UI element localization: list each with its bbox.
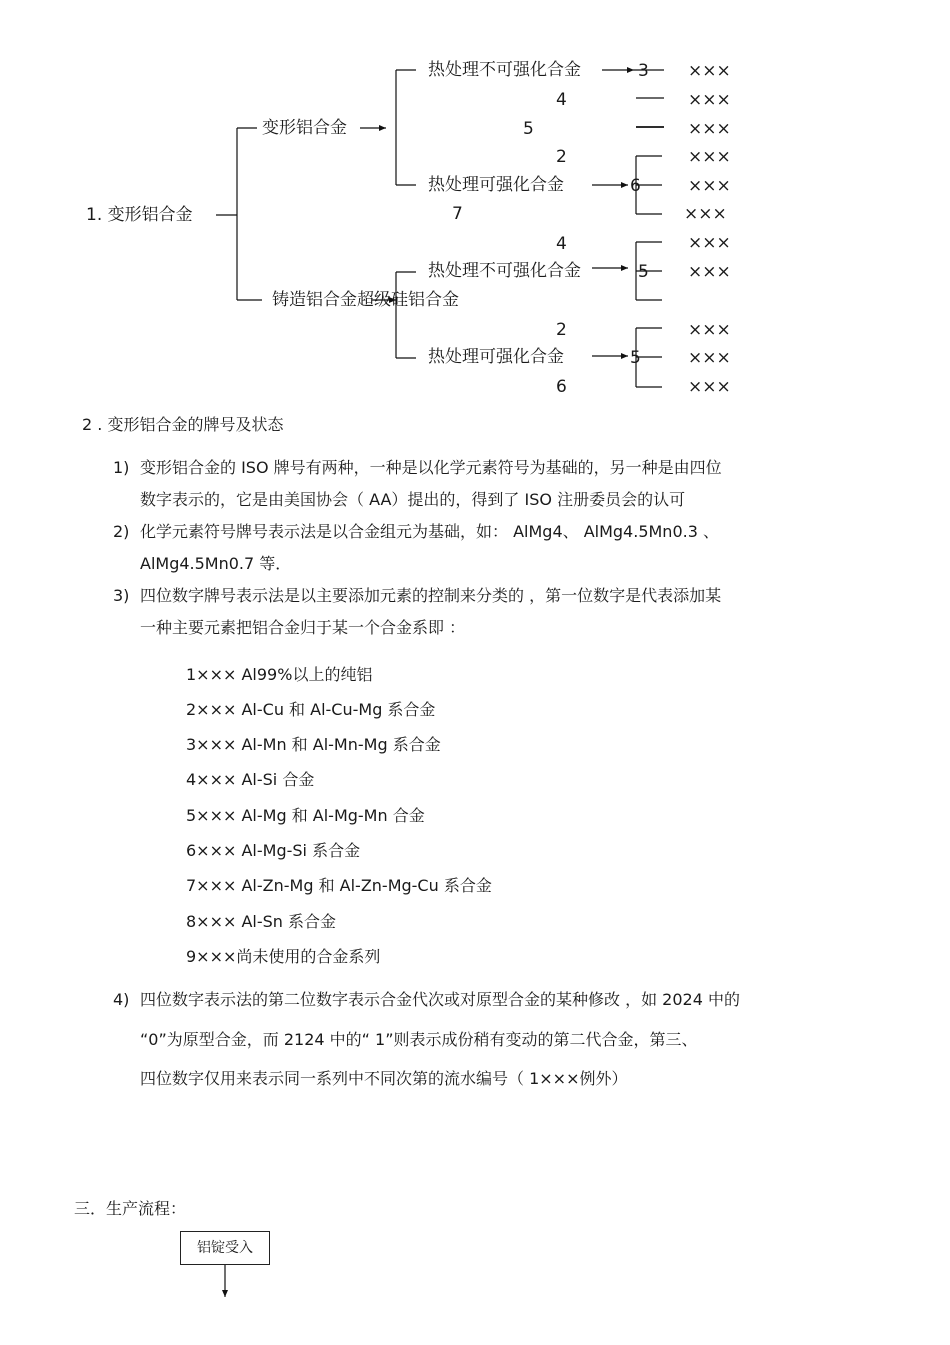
series-list-item: 4××× Al-Si 合金 xyxy=(186,770,315,789)
item-number: 3) xyxy=(113,586,130,605)
xxx-label: ××× xyxy=(688,176,731,196)
item2-line: AlMg4.5Mn0.7 等． xyxy=(140,554,292,573)
item-number: 2) xyxy=(113,522,130,541)
xxx-label: ××× xyxy=(688,348,731,368)
series-digit: 3 xyxy=(638,61,649,81)
section-2-heading: 2 . 变形铝合金的牌号及状态 xyxy=(82,415,284,434)
series-list-item: 1××× Al99%以上的纯铝 xyxy=(186,665,373,684)
xxx-label: ××× xyxy=(688,61,731,81)
item-number: 4) xyxy=(113,990,130,1009)
xxx-label: ××× xyxy=(688,119,731,139)
series-list-item: 8××× Al-Sn 系合金 xyxy=(186,912,337,931)
series-list-item: 5××× Al-Mg 和 Al-Mg-Mn 合金 xyxy=(186,806,425,825)
xxx-label: ××× xyxy=(688,262,731,282)
series-digit: 5 xyxy=(638,262,649,282)
wrought-alloy-label: 变形铝合金 xyxy=(262,118,347,138)
series-digit: 4 xyxy=(556,234,567,254)
series-list-item: 6××× Al-Mg-Si 系合金 xyxy=(186,841,361,860)
section-3-heading: 三．生产流程： xyxy=(74,1199,187,1218)
cast-alloy-label: 铸造铝合金超级硅铝合金 xyxy=(272,290,459,310)
xxx-label: ××× xyxy=(684,204,727,224)
xxx-label: ××× xyxy=(688,320,731,340)
series-digit: 4 xyxy=(556,90,567,110)
item1-line: 变形铝合金的 ISO 牌号有两种，一种是以化学元素符号为基础的，另一种是由四位 xyxy=(140,458,722,477)
flow-box-aluminum-ingot-receipt: 铝锭受入 xyxy=(180,1231,270,1265)
series-list-item: 3××× Al-Mn 和 Al-Mn-Mg 系合金 xyxy=(186,735,441,754)
series-digit: 6 xyxy=(556,377,567,397)
xxx-label: ××× xyxy=(688,233,731,253)
item-number: 1) xyxy=(113,458,130,477)
item3-line: 一种主要元素把铝合金归于某一个合金系即 ： xyxy=(140,618,466,637)
heat-treatable-label: 热处理可强化合金 xyxy=(428,175,564,195)
item4-line: 四位数字仅用来表示同一系列中不同次第的流水编号（ 1×××例外） xyxy=(140,1069,628,1088)
xxx-label: ××× xyxy=(688,377,731,397)
series-digit: 6 xyxy=(630,176,641,196)
item4-line: “0”为原型合金，而 2124 中的“ 1”则表示成份稍有变动的第二代合金，第三、 xyxy=(140,1030,698,1049)
series-digit: 5 xyxy=(630,348,641,368)
series-list-item: 7××× Al-Zn-Mg 和 Al-Zn-Mg-Cu 系合金 xyxy=(186,876,492,895)
series-digit: 2 xyxy=(556,320,567,340)
tree-root-label: 1. 变形铝合金 xyxy=(86,205,193,225)
series-digit: 5 xyxy=(523,119,534,139)
series-digit: 2 xyxy=(556,147,567,167)
item4-line: 四位数字表示法的第二位数字表示合金代次或对原型合金的某种修改 ，如 2024 中的 xyxy=(140,990,740,1009)
cast-heat-treatable-label: 热处理可强化合金 xyxy=(428,347,564,367)
item3-line: 四位数字牌号表示法是以主要添加元素的控制来分类的 ，第一位数字是代表添加某 xyxy=(140,586,722,605)
cast-non-heat-treatable-label: 热处理不可强化合金 xyxy=(428,261,581,281)
item2-line: 化学元素符号牌号表示法是以合金组元为基础，如： AlMg4、 AlMg4.5Mn0.3 、 xyxy=(140,522,719,541)
xxx-label: ××× xyxy=(688,147,731,167)
xxx-label: ××× xyxy=(688,90,731,110)
series-digit: 7 xyxy=(452,204,463,224)
item1-line: 数字表示的，它是由美国协会（ AA）提出的，得到了 ISO 注册委员会的认可 xyxy=(140,490,686,509)
series-list-item: 9×××尚未使用的合金系列 xyxy=(186,947,381,966)
series-list-item: 2××× Al-Cu 和 Al-Cu-Mg 系合金 xyxy=(186,700,436,719)
non-heat-treatable-label: 热处理不可强化合金 xyxy=(428,60,581,80)
